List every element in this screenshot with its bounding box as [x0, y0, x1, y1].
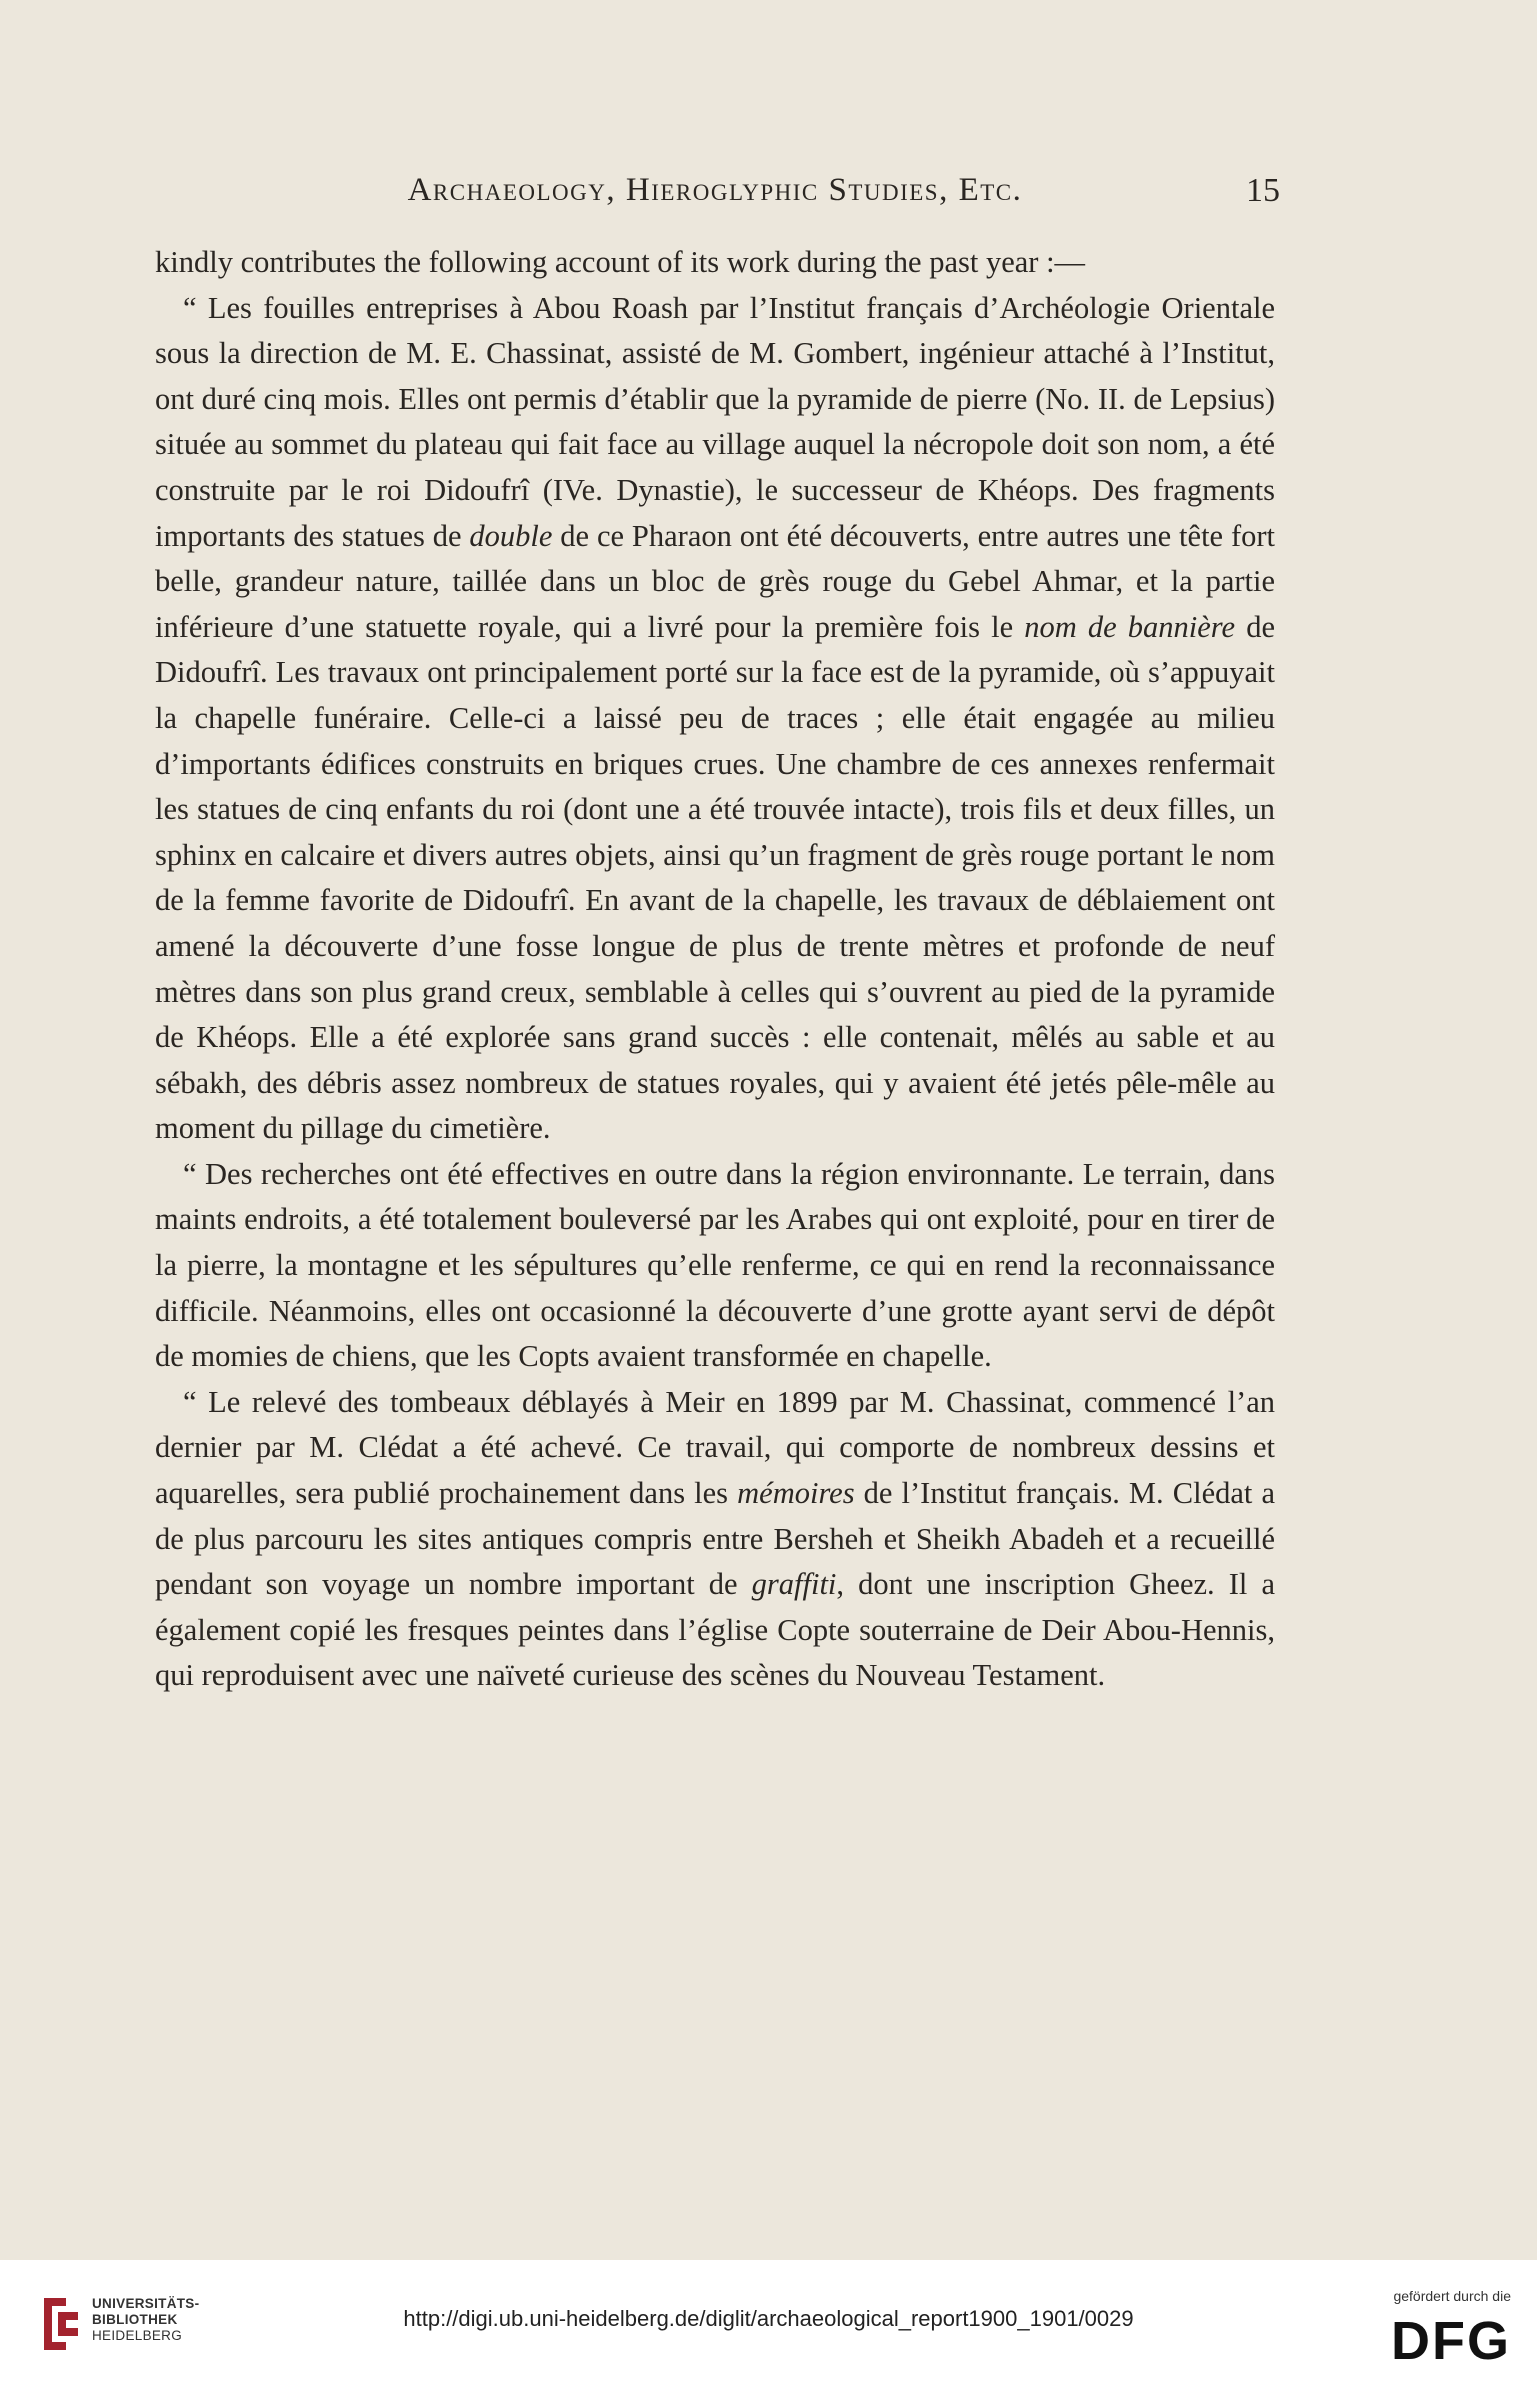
body-text	[155, 240, 1275, 1699]
italic-term: graffiti	[751, 1567, 837, 1602]
italic-term: double	[469, 518, 553, 553]
text-segment: , dont une inscription Gheez. Il a également copié les fresques peintes dans l’église Copte souterraine de Deir Abou-Hennis, qui reproduisent avec une naïveté curieuse des scènes du Nouveau Testament.	[155, 1567, 1275, 1693]
library-name-line: BIBLIOTHEK	[92, 2312, 178, 2327]
text-segment: “ Des recherches ont été effectives en outre dans la région environnante. Le terrain, dans maints endroits, a été totalement bouleversé par les Arabes qui ont exploité, pour en tirer de la pierre, la montagne et les sépultures qu’elle renferme, ce qui en rend la reconnaissance difficile. Néanmoins, elles ont occasionné la découverte d’une grotte ayant servi de dépôt de momies de chiens, que les Copts avaient transformée en chapelle.	[155, 1156, 1275, 1374]
running-head	[150, 168, 1280, 214]
paragraph-intro	[155, 240, 1275, 286]
italic-term: nom de bannière	[1024, 609, 1236, 644]
paragraph-intro-text: kindly contributes the following account of its work during the past year :—	[155, 245, 1086, 279]
page-number: 15	[1246, 172, 1280, 209]
digitization-footer	[0, 2260, 1537, 2385]
library-name-line: HEIDELBERG	[92, 2328, 183, 2343]
paragraph-recherches	[155, 1152, 1275, 1380]
dfg-logo: DFG	[1391, 2311, 1511, 2371]
text-segment: “ Le relevé des tombeaux déblayés à Meir en 1899 par M. Chassinat, commencé l’an dernier par M. Clédat a été achevé. Ce travail, qui comporte de nombreux dessins et aquarelles, sera publié prochainement dans les	[155, 1384, 1275, 1511]
running-title: Archaeology, Hieroglyphic Studies, Etc.	[407, 172, 1023, 208]
paragraph-meir	[155, 1380, 1275, 1699]
italic-term: mémoires	[737, 1476, 855, 1511]
library-name-line: UNIVERSITÄTS-	[92, 2296, 200, 2311]
text-segment: de Didoufrî. Les travaux ont principalement porté sur la face est de la pyramide, où s’appuyait la chapelle funéraire. Celle-ci a laissé peu de traces ; elle était engagée au milieu d’importants édifices construits en briques crues. Une chambre de ces annexes renfermait les statues de cinq enfants du roi (dont une a été trouvée intacte), trois fils et deux filles, un sphinx en calcaire et divers autres objets, ainsi qu’un fragment de grès rouge portant le nom de la femme favorite de Didoufrî. En avant de la chapelle, les travaux de déblaiement ont amené la découverte d’une fosse longue de plus de trente mètres et profonde de neuf mètres dans son plus grand creux, semblable à celles qui s’ouvrent au pied de la pyramide de Khéops. Elle a été explorée sans grand succès : elle contenait, mêlés au sable et au sébakh, des débris assez nombreux de statues royales, qui y avaient été jetés pêle-mêle au moment du pillage du cimetière.	[155, 609, 1275, 1146]
paragraph-abou-roash	[155, 286, 1275, 1152]
text-segment: de l’Institut français. M. Clédat a de plus parcouru les sites antiques compris entre Bersheh et Sheikh Abadeh et a recueillé pendant son voyage un nombre important de	[155, 1476, 1275, 1602]
text-segment: de ce Pharaon ont été découverts, entre autres une tête fort belle, grandeur nature, taillée dans un bloc de grès rouge du Gebel Ahmar, et la partie inférieure d’une statuette royale, qui a livré pour la première fois le	[155, 518, 1275, 644]
text-segment: “ Les fouilles entreprises à Abou Roash par l’Institut français d’Archéologie Orientale sous la direction de M. E. Chassinat, assisté de M. Gombert, ingénieur attaché à l’Institut, ont duré cinq mois. Elles ont permis d’établir que la pyramide de pierre (No. II. de Lepsius) située au sommet du plateau qui fait face au village auquel la nécropole doit son nom, a été construite par le roi Didoufrî (IVe. Dynastie), le successeur de Khéops. Des fragments importants des statues de	[155, 290, 1275, 553]
sponsor-caption: gefördert durch die	[1393, 2288, 1511, 2304]
permalink-url[interactable]: http://digi.ub.uni-heidelberg.de/diglit/archaeological_report1900_1901/0029	[403, 2306, 1134, 2331]
